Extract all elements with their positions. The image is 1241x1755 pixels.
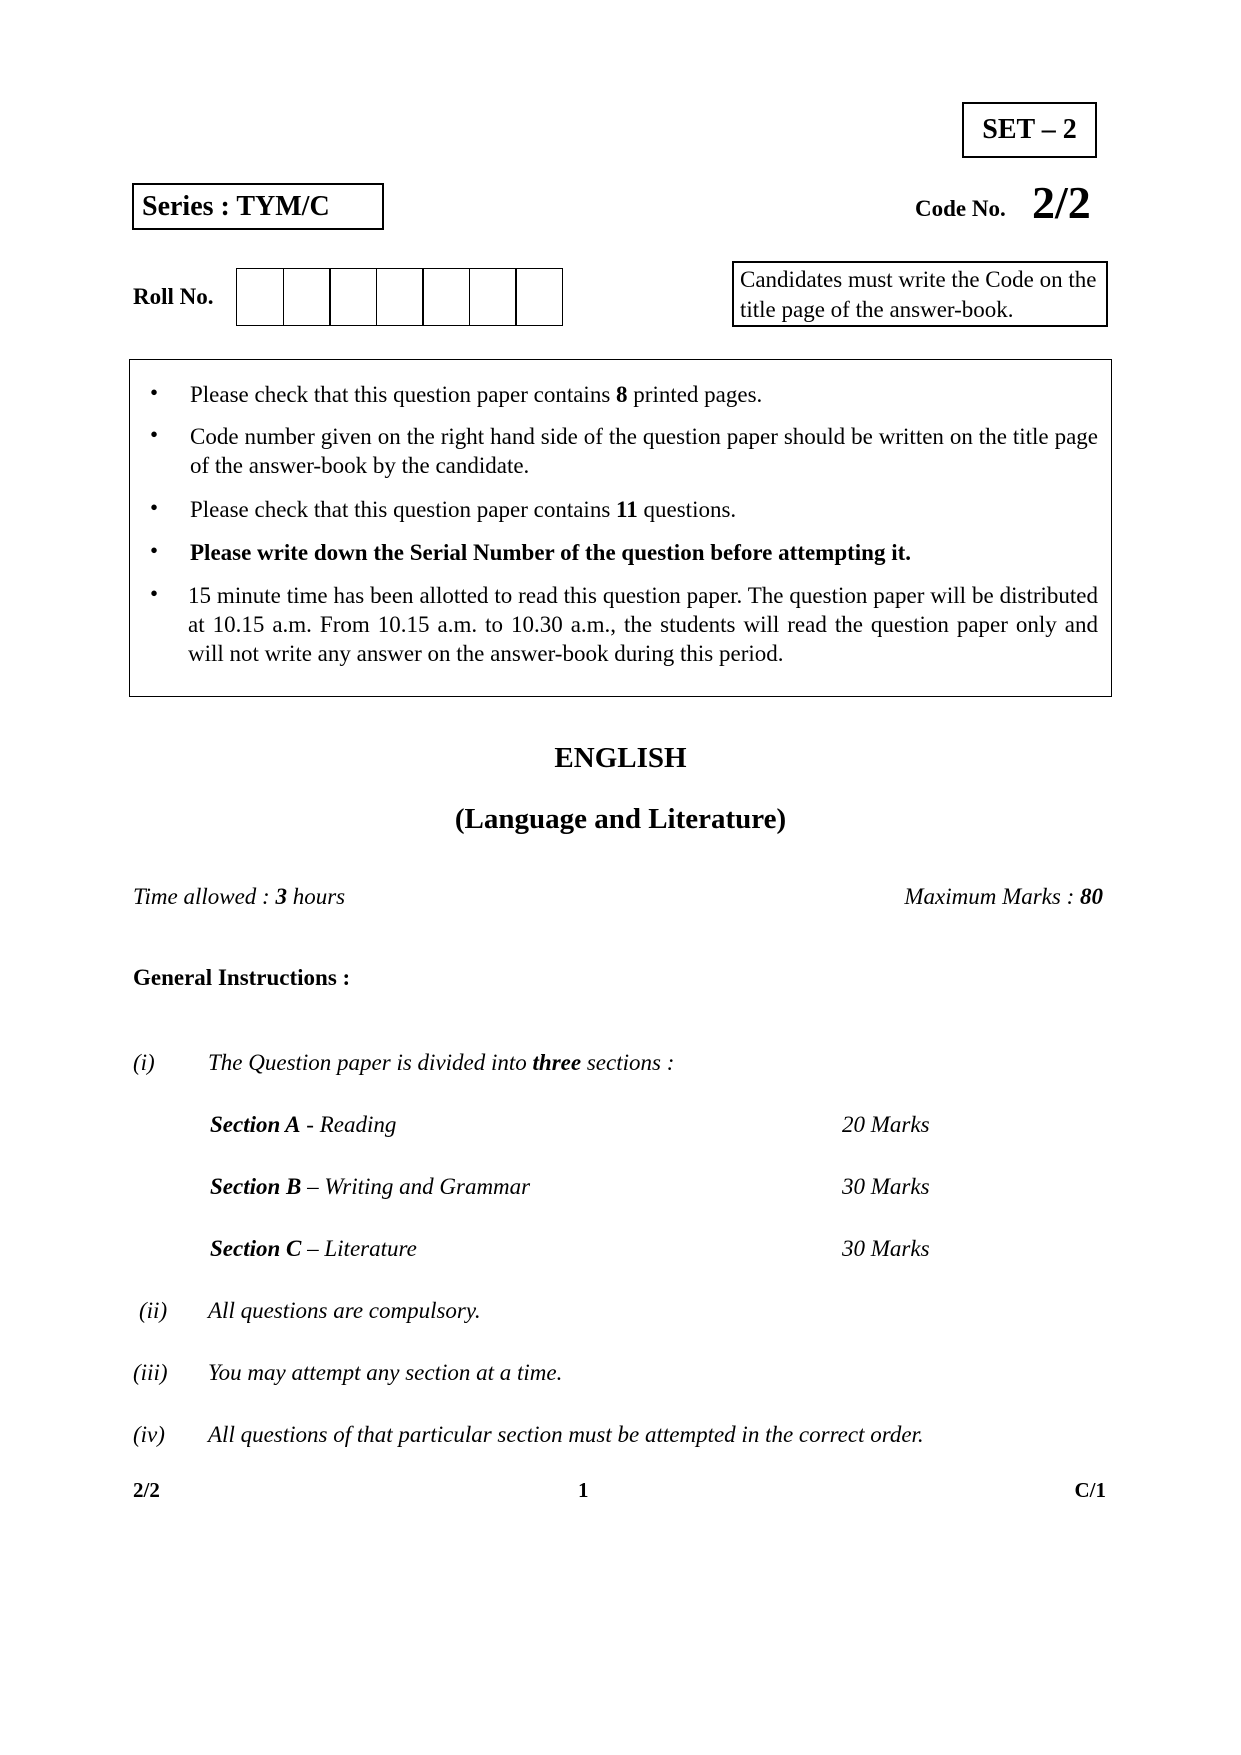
set-number-box: SET – 2	[962, 102, 1097, 158]
general-instructions-title: General Instructions :	[133, 965, 351, 990]
section-row: Section A - Reading	[210, 1112, 397, 1137]
instruction-number: (iv)	[133, 1422, 165, 1447]
bullet-icon: •	[150, 422, 159, 447]
bullet-icon: •	[150, 538, 159, 563]
time-allowed: Time allowed : 3 hours	[133, 884, 346, 909]
instruction-number: (iii)	[133, 1360, 168, 1385]
candidate-note-box: Candidates must write the Code on the title page of the answer-book.	[732, 261, 1108, 327]
roll-number-cell[interactable]	[515, 268, 563, 326]
bullet-icon: •	[150, 581, 159, 606]
page-number: 1	[578, 1478, 589, 1502]
roll-number-label: Roll No.	[133, 284, 214, 309]
roll-number-cell[interactable]	[283, 268, 331, 326]
maximum-marks: Maximum Marks : 80	[904, 884, 1103, 909]
roll-number-cell[interactable]	[236, 268, 284, 326]
section-row: Section B – Writing and Grammar	[210, 1174, 531, 1199]
instruction-text: The Question paper is divided into three sections :	[208, 1050, 675, 1075]
subject-subtitle: (Language and Literature)	[454, 803, 787, 835]
roll-number-cell[interactable]	[469, 268, 517, 326]
section-marks: 30 Marks	[842, 1236, 930, 1261]
bullet-icon: •	[150, 495, 159, 520]
roll-number-cell[interactable]	[422, 268, 470, 326]
section-marks: 20 Marks	[842, 1112, 930, 1137]
instruction-item: Code number given on the right hand side of the question paper should be written on the title page of the answer-book by the candidate.	[190, 424, 1098, 478]
instruction-text: You may attempt any section at a time.	[208, 1360, 563, 1385]
code-label: Code No.	[915, 196, 1006, 221]
footer-series: C/1	[1074, 1478, 1106, 1502]
subject-title: ENGLISH	[554, 742, 687, 774]
instructions-box	[129, 359, 1112, 697]
instruction-number: (ii)	[139, 1298, 168, 1323]
roll-number-grid	[236, 268, 563, 326]
instruction-item: Please check that this question paper contains 8 printed pages.	[190, 382, 763, 407]
roll-number-cell[interactable]	[329, 268, 377, 326]
instruction-item: Please check that this question paper contains 11 questions.	[190, 497, 737, 522]
series-box: Series : TYM/C	[132, 183, 384, 230]
instruction-item: Please write down the Serial Number of the question before attempting it.	[190, 540, 912, 565]
instruction-text: All questions are compulsory.	[208, 1298, 481, 1323]
instruction-text: All questions of that particular section must be attempted in the correct order.	[208, 1422, 924, 1447]
section-marks: 30 Marks	[842, 1174, 930, 1199]
roll-number-cell[interactable]	[376, 268, 424, 326]
code-value: 2/2	[1032, 177, 1091, 228]
bullet-icon: •	[150, 380, 159, 405]
section-row: Section C – Literature	[210, 1236, 417, 1261]
instruction-number: (i)	[133, 1050, 155, 1075]
instruction-item: 15 minute time has been allotted to read this question paper. The question paper will be distributed at 10.15 a.m. From 10.15 a.m. to 10.30 a.m., the students will read the question paper only and will not write any answer on the answer-book during this period.	[188, 583, 1098, 666]
footer-code: 2/2	[133, 1478, 160, 1502]
